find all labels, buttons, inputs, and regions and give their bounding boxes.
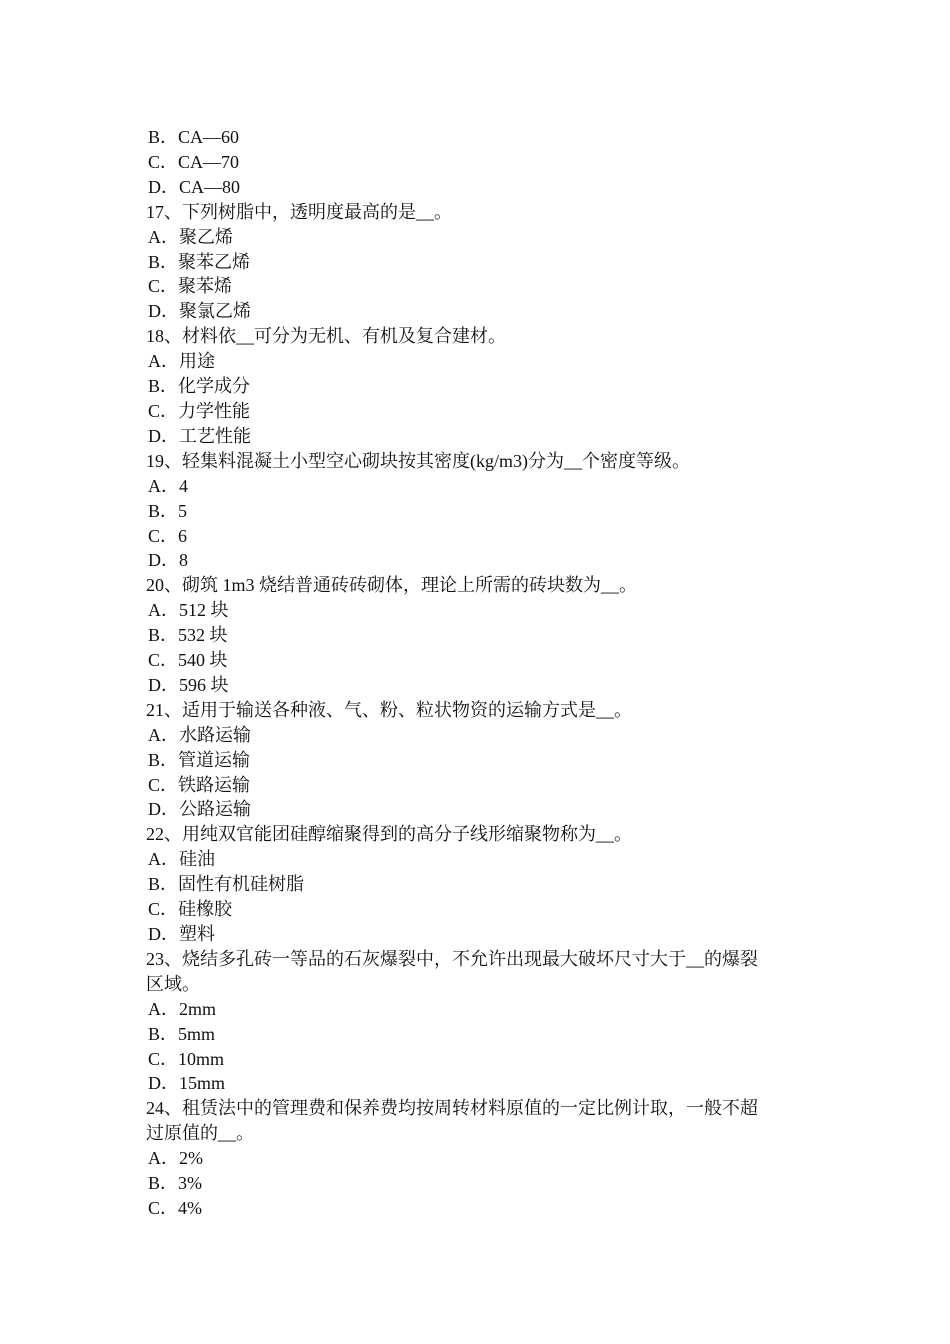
question-line: 22、用纯双官能团硅醇缩聚得到的高分子线形缩聚物称为__。 [146, 824, 632, 845]
question-line: 区域。 [146, 973, 200, 994]
option-line: D．工艺性能 [148, 425, 251, 446]
option-line: B．532 块 [148, 625, 228, 646]
option-line: C．聚苯烯 [148, 276, 233, 297]
option-line: C．硅橡胶 [148, 899, 233, 920]
option-line: C．4% [148, 1197, 202, 1218]
option-line: D．8 [148, 550, 188, 571]
option-line: B．CA—60 [148, 127, 240, 147]
option-line: A．2mm [148, 998, 217, 1019]
question-line: 23、烧结多孔砖一等品的石灰爆裂中，不允许出现最大破坏尺寸大于__的爆裂 [146, 948, 758, 969]
option-line: A．4 [148, 475, 188, 496]
option-line: C．铁路运输 [148, 774, 251, 795]
option-line: D．CA—80 [148, 176, 241, 197]
option-line: D．塑料 [148, 924, 215, 944]
document-page [146, 125, 816, 1221]
option-line: B．5mm [148, 1023, 216, 1044]
option-line: B．管道运输 [148, 749, 251, 770]
option-line: A．水路运输 [148, 724, 251, 745]
option-line: B．聚苯乙烯 [148, 251, 251, 272]
option-line: A．512 块 [148, 600, 229, 621]
option-line: B．固性有机硅树脂 [148, 874, 305, 895]
option-line: B．3% [148, 1173, 202, 1194]
option-line: B．化学成分 [148, 376, 251, 397]
option-line: A．聚乙烯 [148, 226, 233, 247]
question-line: 21、适用于输送各种液、气、粉、粒状物资的运输方式是__。 [146, 699, 632, 720]
option-line: C．10mm [148, 1048, 225, 1069]
option-line: D．公路运输 [148, 799, 251, 820]
question-line: 24、租赁法中的管理费和保养费均按周转材料原值的一定比例计取，一般不超 [146, 1098, 758, 1119]
option-line: C．540 块 [148, 650, 228, 671]
option-line: D．15mm [148, 1073, 226, 1094]
question-line: 20、砌筑 1m3 烧结普通砖砖砌体，理论上所需的砖块数为__。 [146, 575, 637, 596]
question-line: 过原值的__。 [146, 1123, 254, 1144]
option-line: A．用途 [148, 351, 215, 372]
option-line: B．5 [148, 500, 188, 521]
option-line: A．2% [148, 1148, 203, 1169]
option-line: D．聚氯乙烯 [148, 301, 251, 322]
option-line: A．硅油 [148, 849, 215, 870]
question-line: 19、轻集料混凝土小型空心砌块按其密度(kg/m3)分为__个密度等级。 [146, 450, 690, 471]
option-line: C．CA—70 [148, 151, 240, 172]
option-line: C．力学性能 [148, 400, 251, 421]
option-line: C．6 [148, 525, 188, 546]
question-line: 18、材料依__可分为无机、有机及复合建材。 [146, 326, 506, 347]
question-line: 17、下列树脂中，透明度最高的是__。 [146, 201, 452, 222]
option-line: D．596 块 [148, 674, 229, 695]
